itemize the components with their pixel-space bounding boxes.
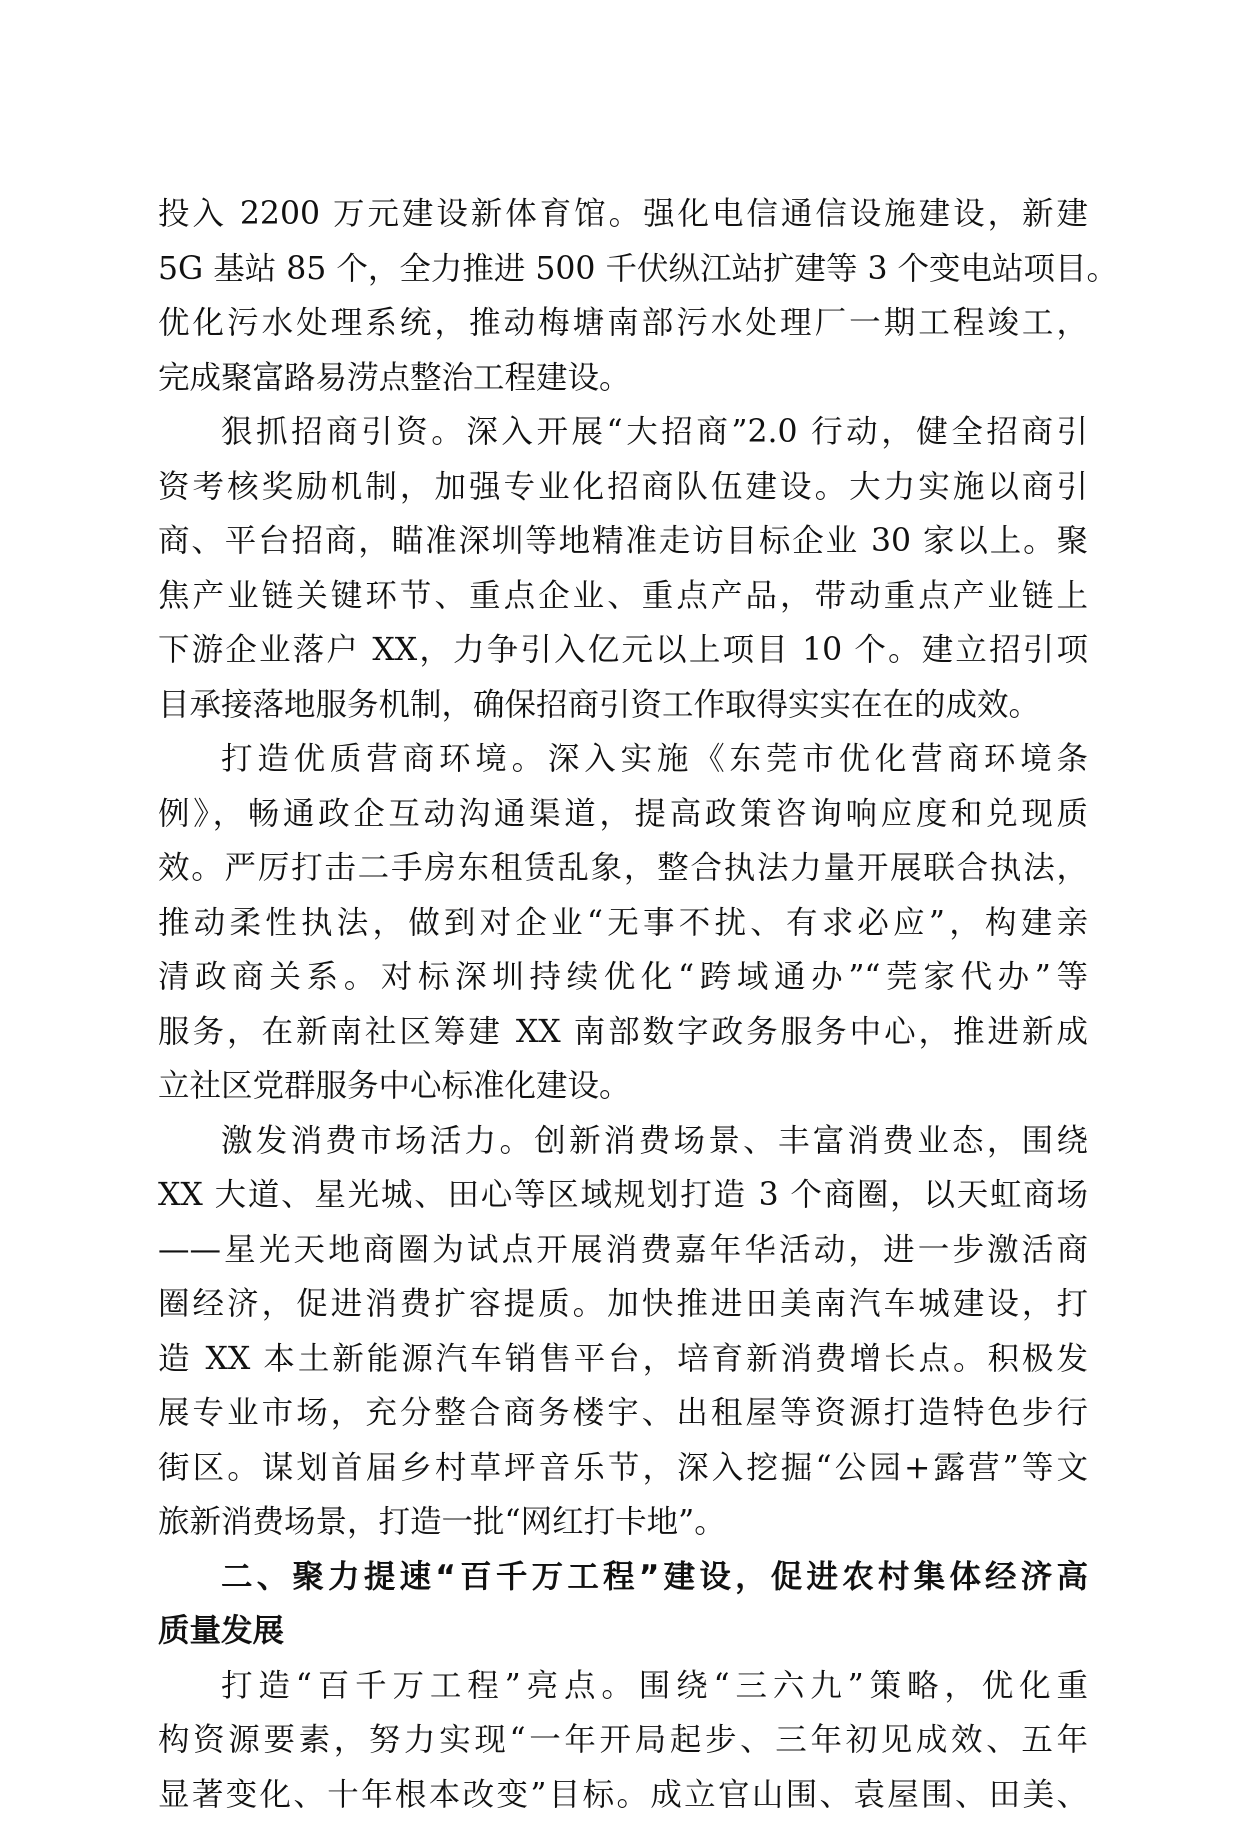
section-heading-line: 二、聚力提速“百千万工程”建设，促进农村集体经济高 <box>221 1558 1088 1595</box>
document-body <box>158 192 1119 1827</box>
paragraph-line: 打造“百千万工程”亮点。围绕“三六九”策略，优化重 <box>221 1667 1088 1704</box>
paragraph-line: 展专业市场，充分整合商务楼宇、出租屋等资源打造特色步行 <box>158 1395 1088 1431</box>
paragraph-line: 例》，畅通政企互动沟通渠道，提高政策咨询响应度和兑现质 <box>158 795 1088 832</box>
paragraph-line: 资考核奖励机制，加强专业化招商队伍建设。大力实施以商引 <box>158 468 1088 505</box>
section-heading-line: 质量发展 <box>158 1613 285 1649</box>
paragraph-line: 造 XX 本土新能源汽车销售平台，培育新消费增长点。积极发 <box>158 1340 1088 1377</box>
paragraph-line: 优化污水处理系统，推动梅塘南部污水处理厂一期工程竣工， <box>158 305 1088 341</box>
paragraph-line: 街区。谋划首届乡村草坪音乐节，深入挖掘“公园+露营”等文 <box>158 1449 1088 1486</box>
paragraph-line: ——星光天地商圈为试点开展消费嘉年华活动，进一步激活商 <box>158 1231 1088 1268</box>
paragraph-line: 激发消费市场活力。创新消费场景、丰富消费业态，围绕 <box>221 1122 1088 1159</box>
paragraph-line: 构资源要素，努力实现“一年开局起步、三年初见成效、五年 <box>158 1722 1088 1758</box>
paragraph-line: 狠抓招商引资。深入开展“大招商”2.0 行动，健全招商引 <box>221 414 1088 450</box>
paragraph-line: 显著变化、十年根本改变”目标。成立官山围、袁屋围、田美、 <box>158 1776 1088 1813</box>
paragraph-line: 圈经济，促进消费扩容提质。加快推进田美南汽车城建设，打 <box>158 1286 1088 1322</box>
paragraph-line: 推动柔性执法，做到对企业“无事不扰、有求必应”，构建亲 <box>158 904 1088 941</box>
paragraph-line: 投入 2200 万元建设新体育馆。强化电信通信设施建设，新建 <box>158 196 1088 232</box>
paragraph-line: 打造优质营商环境。深入实施《东莞市优化营商环境条 <box>221 741 1088 777</box>
paragraph-line: 清政商关系。对标深圳持续优化“跨域通办”“莞家代办”等 <box>158 959 1088 995</box>
paragraph-line: 完成聚富路易涝点整治工程建设。 <box>158 359 631 396</box>
paragraph-line: 效。严厉打击二手房东租赁乱象，整合执法力量开展联合执法， <box>158 850 1088 886</box>
paragraph-line: 下游企业落户 XX，力争引入亿元以上项目 10 个。建立招引项 <box>158 632 1088 668</box>
paragraph-line: 服务，在新南社区筹建 XX 南部数字政务服务中心，推进新成 <box>158 1013 1088 1050</box>
paragraph-line: 立社区党群服务中心标准化建设。 <box>158 1068 631 1104</box>
paragraph-line: 焦产业链关键环节、重点企业、重点产品，带动重点产业链上 <box>158 577 1088 614</box>
paragraph-line: 目承接落地服务机制，确保招商引资工作取得实实在在的成效。 <box>158 686 1041 723</box>
paragraph-line: XX 大道、星光城、田心等区域规划打造 3 个商圈，以天虹商场 <box>158 1177 1088 1213</box>
paragraph-line: 旅新消费场景，打造一批“网红打卡地”。 <box>158 1504 726 1540</box>
paragraph-line: 商、平台招商，瞄准深圳等地精准走访目标企业 30 家以上。聚 <box>158 523 1088 559</box>
paragraph-line: 5G 基站 85 个，全力推进 500 千伏纵江站扩建等 3 个变电站项目。 <box>158 250 1119 287</box>
